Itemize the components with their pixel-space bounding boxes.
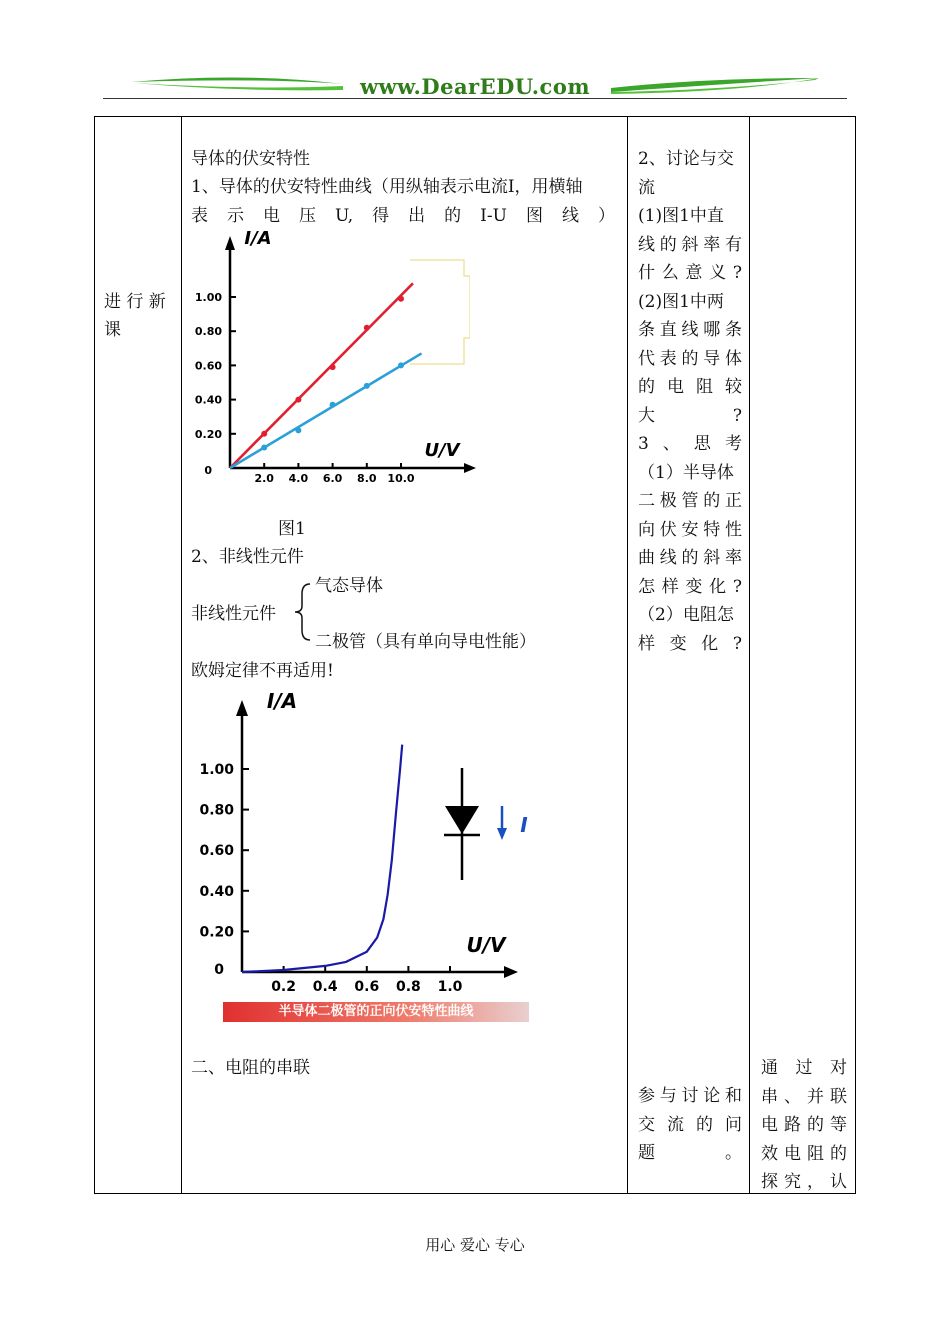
- discussion-column: [638, 145, 742, 658]
- series-2-point: [364, 383, 370, 389]
- item-1-word: 示: [227, 206, 244, 226]
- col3-bottom-line: 交流的问: [638, 1114, 742, 1135]
- col3-lines-line: 什么意义?: [638, 263, 742, 283]
- brace-item-gas: 气态导体: [315, 576, 383, 596]
- y-axis-label: I/A: [266, 689, 298, 713]
- x-axis-label: U/V: [466, 933, 506, 957]
- x-axis-arrow: [504, 966, 518, 978]
- col4-lines-line: 探究，认: [761, 1172, 847, 1192]
- col3-lines-line: 的电阻较: [638, 377, 742, 397]
- y-axis-arrow: [236, 700, 248, 716]
- series-1-point: [330, 364, 336, 370]
- col3-lines-line: （2）电阻怎: [638, 605, 734, 625]
- brace-label: 非线性元件: [191, 604, 276, 624]
- x-tick-label: 0.2: [271, 979, 297, 995]
- col3-lines-line: 大?: [638, 405, 742, 426]
- col3-lines-line: （1）半导体: [638, 462, 734, 483]
- x-tick-label: 1.0: [437, 979, 463, 995]
- y-tick-label: 0.60: [194, 359, 222, 373]
- main-heading: 导体的伏安特性: [191, 149, 310, 169]
- y-tick-label: 0.80: [194, 325, 222, 339]
- col3-lines-line: 样变化?: [638, 633, 742, 654]
- y-tick-label: 0.60: [199, 843, 234, 860]
- item-1-word: I-U: [480, 206, 507, 226]
- x-tick-label: 8.0: [357, 472, 377, 485]
- y-tick-label: 0.40: [199, 883, 234, 900]
- x-tick-label: 0.4: [312, 979, 338, 995]
- item-1-word: 线: [561, 206, 579, 226]
- site-logo-text[interactable]: www.DearEDU.com: [359, 74, 591, 99]
- item-1-word: 的: [444, 206, 462, 226]
- series-2-point: [261, 444, 267, 450]
- col3-lines-line: 流: [638, 177, 655, 198]
- column-divider: [749, 117, 750, 1193]
- series-2-point: [330, 402, 336, 408]
- series-2-point: [295, 427, 301, 433]
- y-tick-label: 1.00: [199, 762, 234, 778]
- item-1-word: 电: [263, 206, 280, 226]
- diode-curve: [242, 745, 402, 972]
- x-tick-label: 6.0: [322, 472, 343, 485]
- col3-bottom-line: 参与讨论和: [638, 1086, 742, 1106]
- col4-lines-line: 串、并联: [761, 1086, 847, 1107]
- x-tick-label: 0.6: [354, 979, 380, 995]
- curly-brace: [292, 580, 314, 644]
- chart-2-title: 半导体二极管的正向伏安特性曲线: [223, 1002, 529, 1022]
- col3-lines-line: 2、讨论与交: [638, 149, 734, 169]
- col3-lines-line: 线的斜率有: [638, 234, 742, 255]
- item-1-text: 1、导体的伏安特性曲线（用纵轴表示电流I，用横轴: [191, 177, 583, 197]
- item-1-word: 表: [191, 206, 208, 226]
- col3-lines-line: 代表的导体: [638, 348, 742, 369]
- discussion-bottom: [638, 1082, 742, 1168]
- x-axis-arrow: [464, 463, 476, 473]
- y-axis-label: I/A: [244, 228, 272, 249]
- series-1-point: [398, 296, 404, 302]
- diode-symbol-triangle: [445, 806, 479, 834]
- current-arrow-head: [497, 828, 507, 840]
- col3-lines-line: 3、思考: [638, 434, 742, 454]
- item-2-text: 2、非线性元件: [191, 547, 304, 567]
- y-tick-label: 0.40: [194, 393, 222, 407]
- ohm-law-note: 欧姆定律不再适用!: [191, 661, 334, 681]
- x-tick-label: 2.0: [254, 472, 274, 485]
- section-2-heading: 二、电阻的串联: [191, 1058, 310, 1078]
- item-1-word: ）: [597, 206, 615, 226]
- y-axis-arrow: [225, 236, 235, 250]
- col4-lines-line: 通过对: [761, 1058, 847, 1078]
- col3-lines-line: 向伏安特性: [638, 519, 742, 540]
- y-tick-label: 0.20: [199, 924, 234, 941]
- series-1-point: [295, 397, 301, 403]
- col4-lines-line: 电路的等: [761, 1115, 847, 1135]
- y-tick-label: 1.00: [194, 291, 222, 304]
- brace-item-diode: 二极管（具有单向导电性能）: [315, 632, 536, 652]
- col3-lines-line: (2)图1中两: [638, 291, 724, 312]
- x-tick-label: 10.0: [387, 472, 415, 485]
- design-intent-column: [761, 1054, 847, 1197]
- col3-lines-line: 条直线哪条: [638, 320, 742, 340]
- y-tick-label: 0.20: [194, 427, 222, 441]
- chart-2-diode-iu: [190, 686, 530, 1002]
- col3-bottom-line: 题。: [638, 1143, 742, 1163]
- column-divider: [627, 117, 628, 1193]
- current-label: I: [520, 813, 528, 837]
- header-divider: [103, 98, 847, 99]
- stage-label: 进 行 新 课: [104, 292, 166, 340]
- x-tick-label: 0.8: [395, 979, 421, 995]
- col3-lines-line: (1)图1中直: [638, 206, 724, 226]
- item-1-word: U,: [335, 206, 354, 226]
- y-tick-label: 0: [204, 464, 212, 477]
- y-tick-label: 0: [214, 962, 224, 978]
- col4-lines-line: 效电阻的: [761, 1143, 847, 1164]
- item-1-word: 出: [408, 206, 426, 226]
- series-1-point: [261, 431, 267, 437]
- x-tick-label: 4.0: [288, 472, 309, 485]
- item-1-word: 压: [299, 206, 316, 226]
- col3-lines-line: 怎样变化?: [638, 576, 742, 597]
- chart-1-bracket-decoration: [410, 258, 470, 368]
- series-2-point: [398, 362, 404, 368]
- col3-lines-line: 二极管的正: [638, 491, 742, 511]
- series-1-point: [364, 325, 370, 331]
- col3-lines-line: 曲线的斜率: [638, 548, 742, 568]
- item-1-word: 得: [372, 206, 390, 226]
- x-axis-label: U/V: [424, 440, 460, 461]
- column-divider: [181, 117, 182, 1193]
- y-tick-label: 0.80: [199, 802, 234, 819]
- page-footer: 用心 爱心 专心: [425, 1236, 525, 1254]
- figure-1-caption: 图1: [278, 519, 306, 539]
- item-1-word: 图: [525, 206, 543, 226]
